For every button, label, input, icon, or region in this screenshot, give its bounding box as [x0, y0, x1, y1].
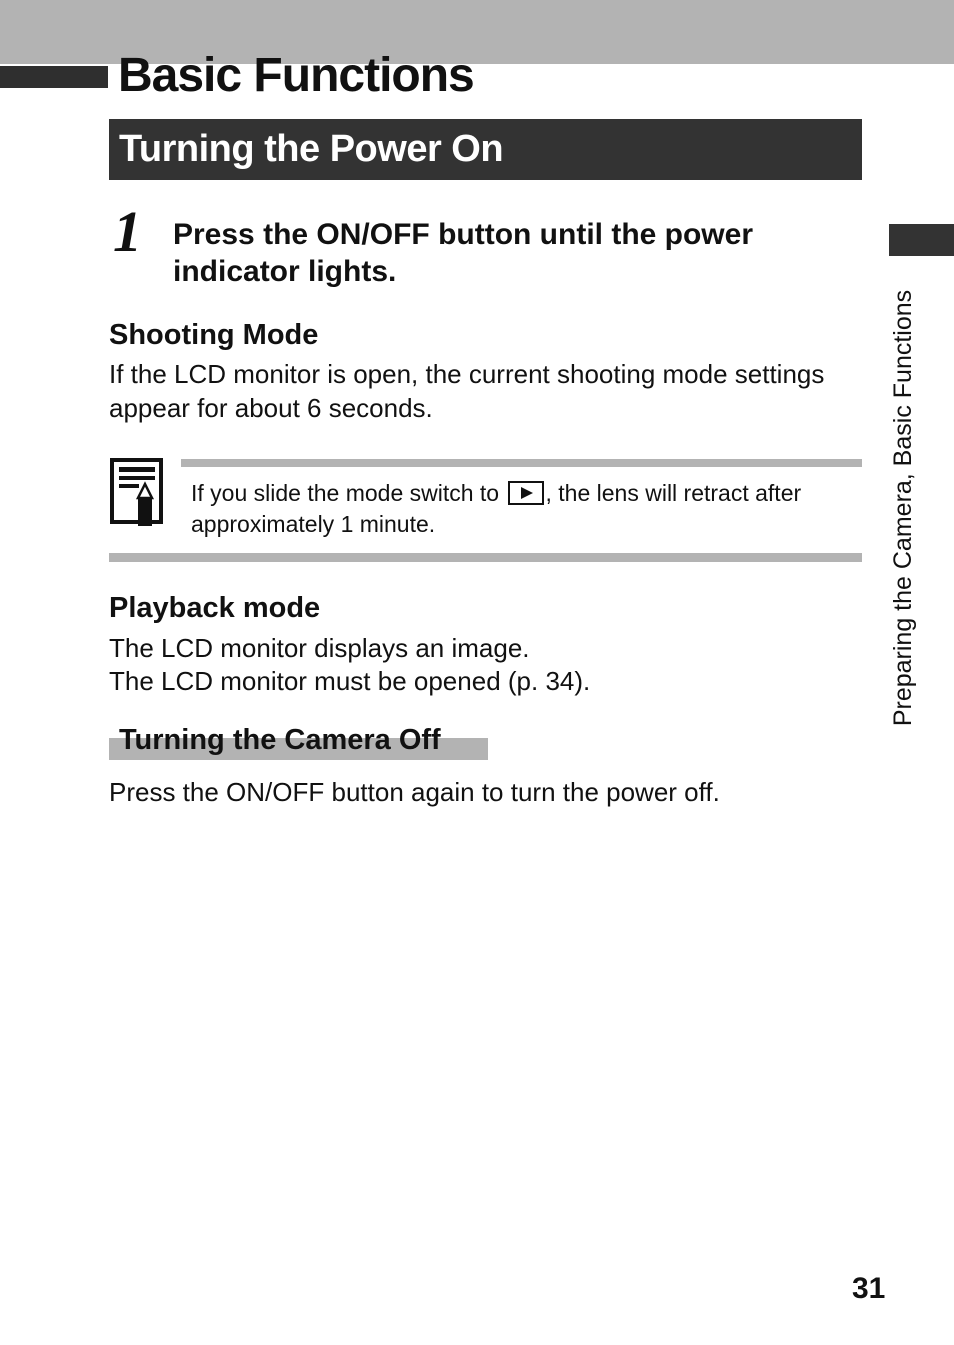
- camera-off-heading: Turning the Camera Off: [119, 724, 441, 756]
- chapter-thumb-tab: [889, 224, 954, 256]
- title-accent-bar: [0, 66, 108, 88]
- memo-pencil-icon: [110, 458, 165, 528]
- step-number: 1: [113, 199, 142, 264]
- note-bottom-rule: [109, 553, 862, 562]
- note-text-before: If you slide the mode switch to: [191, 480, 500, 506]
- note-text: [191, 478, 851, 540]
- note-text-after: , the lens will retract after approximately 1 minute.: [191, 480, 802, 537]
- playback-mode-line-2: The LCD monitor must be opened (p. 34).: [109, 666, 591, 696]
- playback-mode-icon: [508, 481, 544, 505]
- playback-mode-heading: Playback mode: [109, 592, 321, 624]
- step-instruction: Press the ON/OFF button until the power indicator lights.: [173, 218, 754, 288]
- shooting-mode-text: If the LCD monitor is open, the current shooting mode settings appear for about 6 seconds.: [109, 359, 825, 423]
- page-title: Basic Functions: [118, 49, 474, 102]
- shooting-mode-heading: Shooting Mode: [109, 319, 319, 351]
- section-title: Turning the Power On: [109, 119, 862, 180]
- page-number: 31: [852, 1272, 886, 1305]
- playback-mode-line-1: The LCD monitor displays an image.: [109, 633, 530, 663]
- camera-off-text: Press the ON/OFF button again to turn the power off.: [109, 777, 720, 807]
- note-top-rule: [181, 459, 862, 467]
- chapter-side-label: Preparing the Camera, Basic Functions: [889, 289, 917, 727]
